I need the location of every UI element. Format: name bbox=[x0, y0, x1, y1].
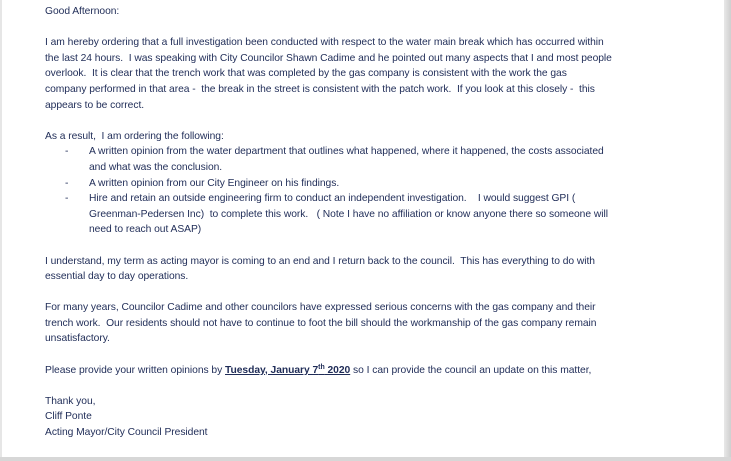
signature-name: Cliff Ponte bbox=[45, 411, 92, 423]
list-item-line: need to reach out ASAP) bbox=[89, 224, 202, 236]
list-item-text bbox=[89, 144, 717, 175]
order-list bbox=[45, 144, 717, 238]
signature-title: Acting Mayor/City Council President bbox=[45, 427, 208, 439]
greeting: Good Afternoon: bbox=[45, 6, 120, 17]
right-border bbox=[724, 0, 731, 461]
spacer bbox=[45, 238, 717, 254]
paragraph-line: overlook. It is clear that the trench work that was completed by the gas company is consistent with the work the gas bbox=[45, 68, 567, 80]
list-item-line: A written opinion from the water department that outlines what happened, where it happened, the costs associated bbox=[89, 146, 604, 158]
paragraph-investigation bbox=[45, 35, 717, 113]
list-item-line: and what was the conclusion. bbox=[89, 161, 223, 173]
list-item bbox=[45, 144, 717, 175]
paragraph-line: essential day to day operations. bbox=[45, 271, 189, 283]
spacer bbox=[45, 378, 717, 394]
paragraph-line: For many years, Councilor Cadime and other councilors have expressed serious concerns with the gas company and their bbox=[45, 302, 596, 314]
deadline-ordinal: th bbox=[318, 363, 325, 371]
list-item-line: Greenman-Pedersen Inc) to complete this work. ( Note I have no affiliation or know anyone there so someone will bbox=[89, 208, 608, 220]
closing: Thank you, bbox=[45, 395, 96, 407]
bottom-border bbox=[0, 457, 731, 461]
list-item-text bbox=[89, 176, 717, 192]
list-item-text bbox=[89, 191, 717, 238]
list-item-line: A written opinion from our City Engineer on his findings. bbox=[89, 177, 340, 189]
list-intro: As a result, I am ordering the following: bbox=[45, 130, 224, 142]
bullet-mark: - bbox=[65, 193, 69, 205]
spacer bbox=[45, 113, 717, 129]
paragraph-line: I am hereby ordering that a full investigation been conducted with respect to the water main break which has occurred within bbox=[45, 37, 604, 49]
request-text: so I can provide the council an update on this matter, bbox=[350, 364, 592, 376]
paragraph-line: trench work. Our residents should not have to continue to foot the bill should the workmanship of the gas company remain bbox=[45, 317, 597, 329]
paragraph-line: I understand, my term as acting mayor is coming to an end and I return back to the council. This has everything to do with bbox=[45, 255, 595, 267]
paragraph-line: appears to be correct. bbox=[45, 99, 145, 111]
list-item bbox=[45, 191, 717, 238]
list-item bbox=[45, 176, 717, 192]
request-line bbox=[45, 363, 717, 379]
spacer bbox=[45, 347, 717, 363]
paragraph-line: unsatisfactory. bbox=[45, 333, 110, 345]
left-border bbox=[0, 0, 2, 461]
spacer bbox=[45, 285, 717, 301]
deadline-year: 2020 bbox=[324, 364, 351, 376]
paragraph-concerns bbox=[45, 300, 717, 347]
request-text: Please provide your written opinions by bbox=[45, 364, 226, 376]
list-item-line: Hire and retain an outside engineering firm to conduct an independent investigation. I would suggest GPI ( bbox=[89, 193, 576, 205]
letter-body bbox=[45, 4, 717, 441]
deadline-day: Tuesday, January 7 bbox=[225, 364, 319, 376]
paragraph-term bbox=[45, 254, 717, 285]
paragraph-line: the last 24 hours. I was speaking with City Councilor Shawn Cadime and he pointed out many aspects that I and most people bbox=[45, 52, 612, 64]
deadline-date bbox=[225, 365, 350, 376]
spacer bbox=[45, 20, 717, 36]
bullet-mark: - bbox=[65, 177, 69, 189]
bullet-mark: - bbox=[65, 146, 69, 158]
paragraph-line: company performed in that area - the break in the street is consistent with the patch work. If you look at this closely - this bbox=[45, 83, 595, 95]
